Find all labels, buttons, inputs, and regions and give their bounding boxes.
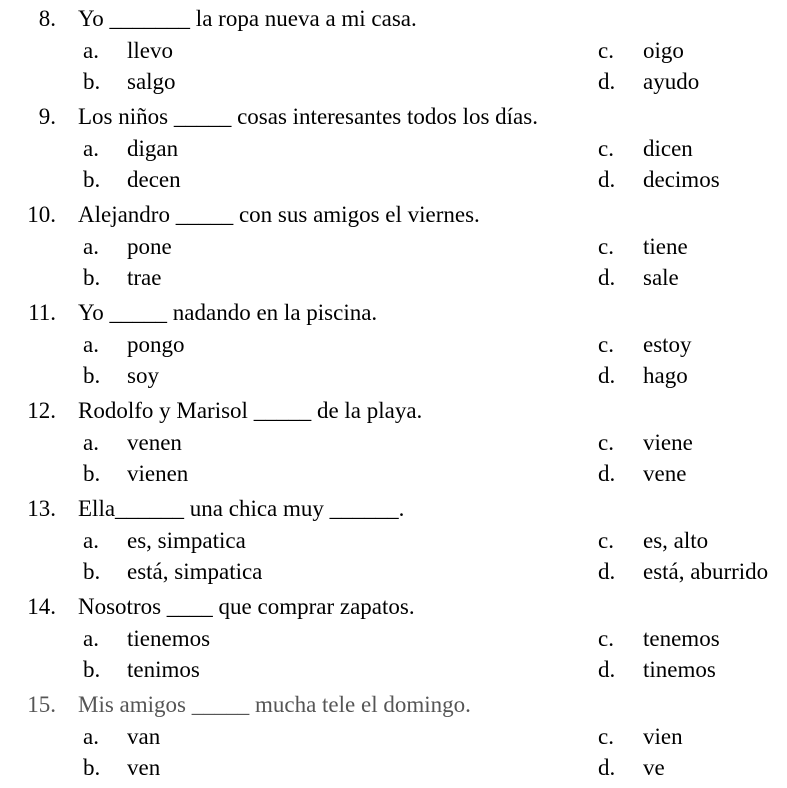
option-text: soy: [127, 363, 159, 388]
question-12: [0, 396, 787, 494]
option-row: [0, 427, 787, 457]
question-text: Rodolfo y Marisol _____ de la playa.: [78, 398, 423, 423]
question-number: 10.: [27, 202, 56, 227]
option-letter: c.: [598, 136, 614, 161]
option-text: decen: [127, 167, 181, 192]
option-row: [0, 525, 787, 555]
question-number: 8.: [38, 6, 56, 31]
option-row: [0, 66, 787, 96]
option-text: oigo: [643, 38, 684, 63]
option-text: vene: [643, 461, 687, 486]
question-9: [0, 102, 787, 200]
option-text: viene: [643, 430, 693, 455]
option-text: salgo: [127, 69, 176, 94]
option-letter: b.: [83, 69, 101, 94]
option-text: es, alto: [643, 528, 709, 553]
question-text: Ella______ una chica muy ______.: [78, 496, 405, 521]
option-row: [0, 231, 787, 261]
option-text: ayudo: [643, 69, 700, 94]
option-text: dicen: [643, 136, 693, 161]
question-number: 9.: [38, 104, 56, 129]
option-text: tenimos: [127, 657, 200, 682]
question-13: [0, 494, 787, 592]
option-letter: d.: [598, 363, 616, 388]
option-text: es, simpatica: [127, 528, 246, 553]
option-letter: d.: [598, 69, 616, 94]
option-row: [0, 458, 787, 488]
option-letter: d.: [598, 559, 616, 584]
option-row: [0, 752, 787, 782]
option-letter: c.: [598, 38, 614, 63]
option-letter: a.: [83, 136, 99, 161]
option-letter: b.: [83, 265, 101, 290]
option-text: ve: [643, 755, 665, 780]
option-letter: a.: [83, 234, 99, 259]
option-letter: c.: [598, 430, 614, 455]
question-text: Alejandro _____ con sus amigos el viernes.: [78, 202, 480, 227]
option-text: decimos: [643, 167, 720, 192]
option-text: digan: [127, 136, 179, 161]
question-text: Los niños _____ cosas interesantes todos los días.: [78, 104, 538, 129]
option-letter: b.: [83, 755, 101, 780]
option-letter: a.: [83, 528, 99, 553]
option-letter: d.: [598, 755, 616, 780]
option-row: [0, 164, 787, 194]
question-10: [0, 200, 787, 298]
option-letter: b.: [83, 461, 101, 486]
option-row: [0, 623, 787, 653]
option-text: ven: [127, 755, 161, 780]
question-number: 15.: [27, 692, 56, 717]
option-text: pone: [127, 234, 172, 259]
option-text: está, simpatica: [127, 559, 263, 584]
question-number: 11.: [28, 300, 56, 325]
option-text: vien: [643, 724, 683, 749]
option-letter: c.: [598, 626, 614, 651]
option-text: está, aburrido: [643, 559, 769, 584]
option-letter: a.: [83, 430, 99, 455]
question-number: 13.: [27, 496, 56, 521]
option-text: venen: [127, 430, 182, 455]
option-letter: b.: [83, 559, 101, 584]
option-letter: d.: [598, 167, 616, 192]
question-15: [0, 690, 787, 788]
option-letter: c.: [598, 528, 614, 553]
option-text: tinemos: [643, 657, 716, 682]
option-letter: d.: [598, 461, 616, 486]
question-11: [0, 298, 787, 396]
option-text: sale: [643, 265, 679, 290]
option-text: van: [127, 724, 161, 749]
option-letter: b.: [83, 363, 101, 388]
option-letter: a.: [83, 626, 99, 651]
question-text: Yo _______ la ropa nueva a mi casa.: [78, 6, 417, 31]
option-row: [0, 35, 787, 65]
option-row: [0, 262, 787, 292]
option-text: tiene: [643, 234, 688, 259]
question-number: 12.: [27, 398, 56, 423]
question-text: Nosotros ____ que comprar zapatos.: [78, 594, 415, 619]
option-row: [0, 360, 787, 390]
question-text: Yo _____ nadando en la piscina.: [78, 300, 378, 325]
option-row: [0, 556, 787, 586]
option-letter: c.: [598, 724, 614, 749]
question-number: 14.: [27, 594, 56, 619]
option-row: [0, 329, 787, 359]
option-letter: d.: [598, 657, 616, 682]
option-text: vienen: [127, 461, 189, 486]
option-row: [0, 654, 787, 684]
option-text: llevo: [127, 38, 173, 63]
option-text: tienemos: [127, 626, 211, 651]
question-8: [0, 4, 787, 102]
option-text: tenemos: [643, 626, 720, 651]
option-text: trae: [127, 265, 162, 290]
option-letter: a.: [83, 332, 99, 357]
option-letter: b.: [83, 657, 101, 682]
option-letter: d.: [598, 265, 616, 290]
question-14: [0, 592, 787, 690]
option-letter: c.: [598, 332, 614, 357]
question-text: Mis amigos _____ mucha tele el domingo.: [78, 692, 471, 717]
option-letter: b.: [83, 167, 101, 192]
option-text: hago: [643, 363, 688, 388]
option-text: pongo: [127, 332, 185, 357]
option-row: [0, 721, 787, 751]
option-text: estoy: [643, 332, 692, 357]
option-row: [0, 133, 787, 163]
option-letter: a.: [83, 724, 99, 749]
option-letter: a.: [83, 38, 99, 63]
option-letter: c.: [598, 234, 614, 259]
